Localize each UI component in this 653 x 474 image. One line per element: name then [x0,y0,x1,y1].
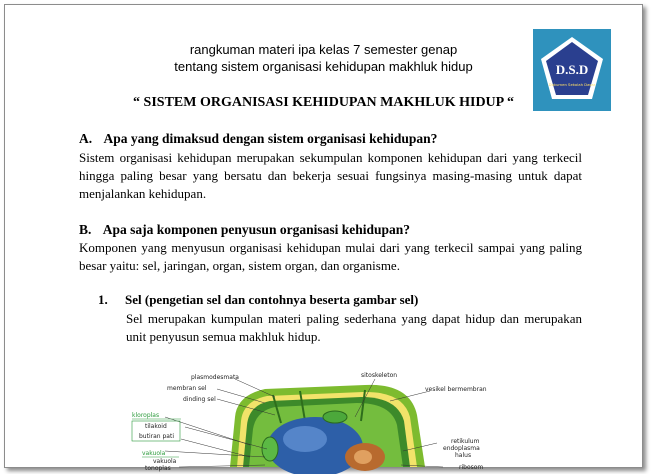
page-title: “ SISTEM ORGANISASI KEHIDUPAN MAKHLUK HIDUP “ [133,95,514,110]
subsection-1-paragraph: Sel merupakan kumpulan materi paling sederhana yang dapat hidup dan merupakan unit penyusun semua makhluk hidup. [126,311,582,344]
header-line-1: rangkuman materi ipa kelas 7 semester genap [189,42,458,57]
section-b-heading [79,222,410,238]
label-retikulum-3: halus [455,452,472,459]
label-tilakoid: tilakoid [145,423,167,430]
label-vesikel: vesikel bermembran [425,386,487,393]
label-kloroplas: kloroplas [132,412,160,419]
label-vakuola: vakuola [153,458,177,465]
label-dinding-sel: dinding sel [183,396,216,403]
label-retikulum-1: retikulum [451,438,480,445]
subsection-1-heading [98,292,418,308]
label-ribosom: ribosom [459,464,484,471]
logo-tagline: Dokumen Sekolah Dasar [548,82,596,87]
chloroplast [323,411,347,423]
label-tonoplas: tonoplas [145,465,171,472]
label-membran-sel: membran sel [167,385,207,392]
logo-initials: D.S.D [555,62,589,77]
plant-cell-diagram [125,365,487,472]
section-a-marker: A. [79,131,93,146]
label-sitoskeleton: sitoskeleton [361,372,398,379]
section-a-heading-text: Apa yang dimaksud dengan sistem organisasi kehidupan? [103,131,438,146]
section-a-heading [79,131,437,147]
section-b-paragraph: Komponen yang menyusun organisasi kehidupan mulai dari yang terkecil sampai yang paling besar yaitu: sel, jaringan, organ, sistem organ, dan organisme. [79,240,582,273]
subsection-1-marker: 1. [98,292,108,307]
label-retikulum-2: endoplasma [443,445,480,452]
document-page [4,4,643,472]
label-butiran-pati: butiran pati [139,433,174,440]
section-a-paragraph: Sistem organisasi kehidupan merupakan sekumpulan komponen kehidupan dari yang terkecil hingga paling besar yang bersatu dan bekerja sesuai fungsinya masing-masing untuk dapat menjalankan kehidupan. [79,150,582,201]
section-b-marker: B. [79,222,92,237]
nucleolus [354,450,372,464]
subsection-1-heading-text: Sel (pengetian sel dan contohnya beserta gambar sel) [125,292,419,307]
vacuole-highlight [283,426,327,452]
label-vakuola-heading: vakuola [142,450,166,457]
chloroplast [262,437,278,461]
header-line-2: tentang sistem organisasi kehidupan makhluk hidup [174,59,473,74]
label-plasmodesmata: plasmodesmata [191,374,239,381]
section-b-heading-text: Apa saja komponen penyusun organisasi kehidupan? [102,222,411,237]
